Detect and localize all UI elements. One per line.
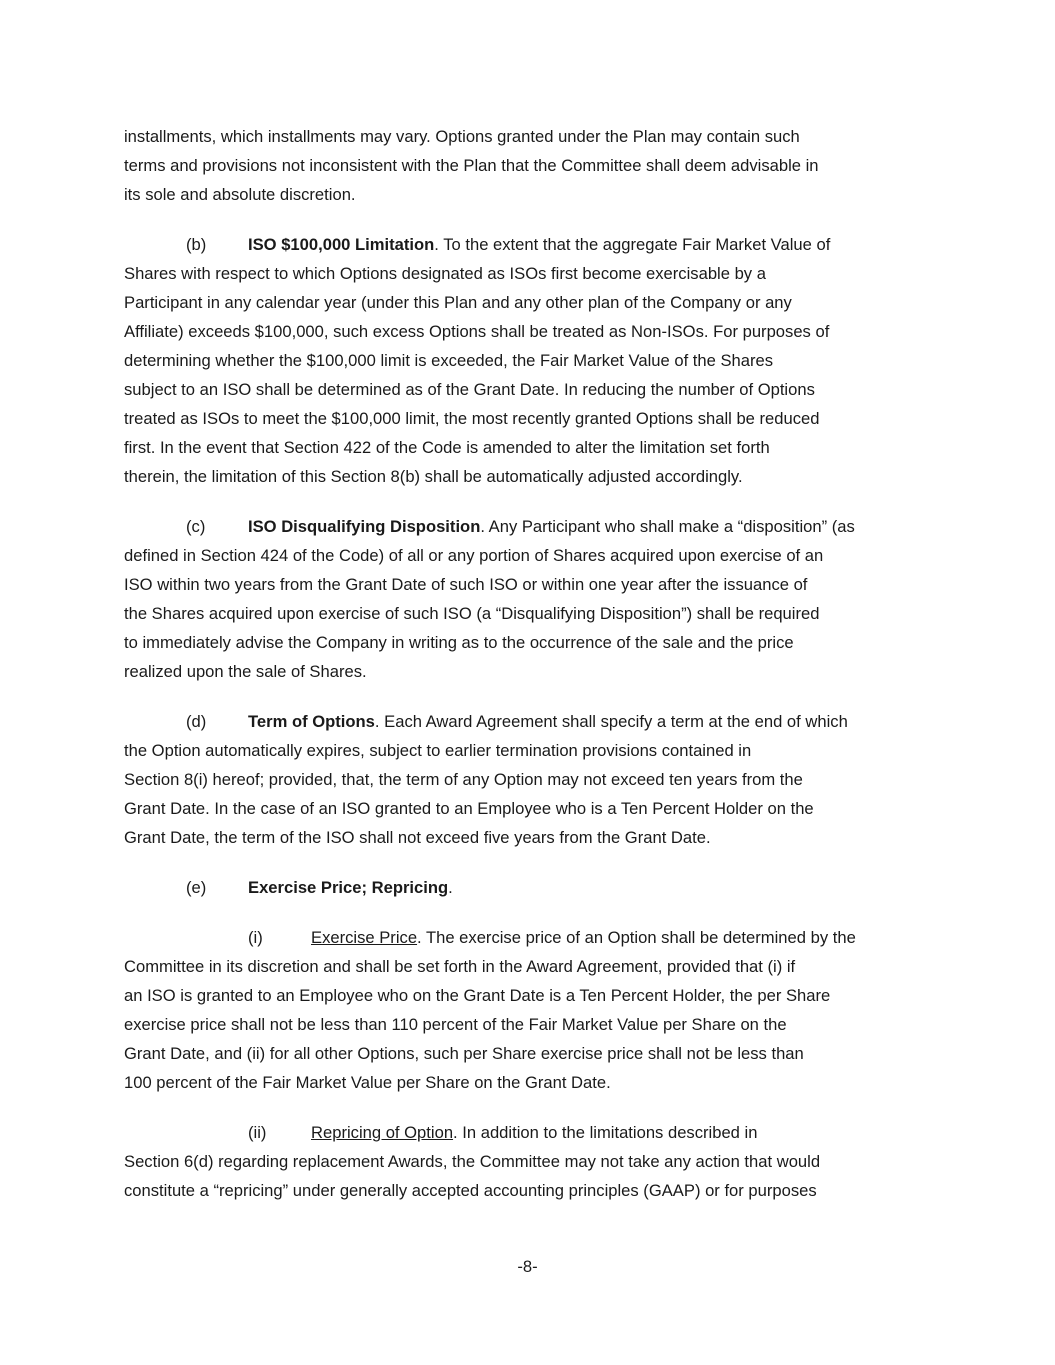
line-text: first. In the event that Section 422 of the Code is amended to alter the limitation set forth	[124, 438, 770, 457]
text-line	[124, 404, 944, 433]
text-line	[124, 1010, 944, 1039]
text-line	[124, 151, 944, 180]
line-text: . Any Participant who shall make a “disposition” (as	[480, 517, 855, 536]
section-heading: ISO $100,000 Limitation	[248, 235, 435, 254]
line-text: . The exercise price of an Option shall be determined by the	[417, 928, 856, 947]
section-number: (b)	[186, 235, 207, 254]
text-line	[124, 180, 944, 209]
section-number: (e)	[186, 878, 207, 897]
line-text: constitute a “repricing” under generally accepted accounting principles (GAAP) or for purposes	[124, 1181, 817, 1200]
text-line	[124, 599, 944, 628]
line-text: realized upon the sale of Shares.	[124, 662, 367, 681]
text-line	[124, 1147, 944, 1176]
paragraph	[124, 707, 944, 852]
section-number: (c)	[186, 517, 206, 536]
text-line	[124, 433, 944, 462]
line-text: .	[448, 878, 453, 897]
paragraph	[124, 873, 944, 902]
text-line	[124, 541, 944, 570]
line-text: subject to an ISO shall be determined as of the Grant Date. In reducing the number of Options	[124, 380, 815, 399]
line-text: Grant Date, the term of the ISO shall not exceed five years from the Grant Date.	[124, 828, 711, 847]
line-text: Shares with respect to which Options designated as ISOs first become exercisable by a	[124, 264, 766, 283]
text-line	[124, 736, 944, 765]
section-heading: Repricing of Option	[311, 1123, 454, 1142]
text-line	[124, 923, 944, 952]
section-number: (i)	[248, 928, 263, 947]
line-text: 100 percent of the Fair Market Value per Share on the Grant Date.	[124, 1073, 611, 1092]
line-text: the Shares acquired upon exercise of such ISO (a “Disqualifying Disposition”) shall be required	[124, 604, 820, 623]
line-text: . To the extent that the aggregate Fair Market Value of	[434, 235, 831, 254]
text-line	[124, 1176, 944, 1205]
line-text: ISO within two years from the Grant Date of such ISO or within one year after the issuance of	[124, 575, 808, 594]
line-text: defined in Section 424 of the Code) of all or any portion of Shares acquired upon exercise of an	[124, 546, 824, 565]
text-line	[124, 981, 944, 1010]
text-line	[124, 657, 944, 686]
text-line	[124, 1118, 944, 1147]
section-heading: Exercise Price	[311, 928, 418, 947]
section-heading: Term of Options	[248, 712, 375, 731]
text-line	[124, 765, 944, 794]
line-text: . In addition to the limitations described in	[453, 1123, 758, 1142]
text-line	[124, 512, 944, 541]
paragraph	[124, 230, 944, 491]
text-line	[124, 823, 944, 852]
line-text: Section 8(i) hereof; provided, that, the term of any Option may not exceed ten years from the	[124, 770, 803, 789]
text-line	[124, 346, 944, 375]
section-heading: Exercise Price; Repricing	[248, 878, 449, 897]
section-heading: ISO Disqualifying Disposition	[248, 517, 481, 536]
text-line	[124, 952, 944, 981]
line-text: Section 6(d) regarding replacement Awards, the Committee may not take any action that would	[124, 1152, 821, 1171]
text-line	[124, 873, 944, 902]
line-text: determining whether the $100,000 limit is exceeded, the Fair Market Value of the Shares	[124, 351, 774, 370]
text-line	[124, 628, 944, 657]
line-text: . Each Award Agreement shall specify a term at the end of which	[374, 712, 848, 731]
text-line	[124, 375, 944, 404]
text-line	[124, 317, 944, 346]
line-text: exercise price shall not be less than 110 percent of the Fair Market Value per Share on the	[124, 1015, 787, 1034]
paragraph	[124, 512, 944, 686]
text-line	[124, 1039, 944, 1068]
paragraph	[124, 923, 944, 1097]
line-text: Committee in its discretion and shall be set forth in the Award Agreement, provided that (i) if	[124, 957, 796, 976]
text-line	[124, 288, 944, 317]
line-text: Grant Date. In the case of an ISO granted to an Employee who is a Ten Percent Holder on the	[124, 799, 814, 818]
paragraph	[124, 122, 944, 209]
page-number: -8-	[517, 1257, 538, 1276]
section-number: (ii)	[248, 1123, 267, 1142]
line-text: the Option automatically expires, subject to earlier termination provisions contained in	[124, 741, 752, 760]
text-line	[124, 122, 944, 151]
text-line	[124, 462, 944, 491]
document-body	[124, 122, 944, 1226]
text-line	[124, 794, 944, 823]
line-text: an ISO is granted to an Employee who on the Grant Date is a Ten Percent Holder, the per Share	[124, 986, 831, 1005]
line-text: Affiliate) exceeds $100,000, such excess Options shall be treated as Non-ISOs. For purposes of	[124, 322, 830, 341]
section-number: (d)	[186, 712, 207, 731]
paragraph	[124, 1118, 944, 1205]
line-text: Participant in any calendar year (under this Plan and any other plan of the Company or any	[124, 293, 792, 312]
line-text: Grant Date, and (ii) for all other Options, such per Share exercise price shall not be less than	[124, 1044, 804, 1063]
line-text: treated as ISOs to meet the $100,000 limit, the most recently granted Options shall be reduced	[124, 409, 820, 428]
text-line	[124, 230, 944, 259]
text-line	[124, 570, 944, 599]
text-line	[124, 707, 944, 736]
line-text: to immediately advise the Company in writing as to the occurrence of the sale and the price	[124, 633, 794, 652]
text-line	[124, 1068, 944, 1097]
line-text: installments, which installments may vary. Options granted under the Plan may contain such	[124, 127, 800, 146]
text-line	[124, 259, 944, 288]
line-text: terms and provisions not inconsistent with the Plan that the Committee shall deem advisable in	[124, 156, 819, 175]
line-text: therein, the limitation of this Section 8(b) shall be automatically adjusted accordingly.	[124, 467, 743, 486]
line-text: its sole and absolute discretion.	[124, 185, 356, 204]
